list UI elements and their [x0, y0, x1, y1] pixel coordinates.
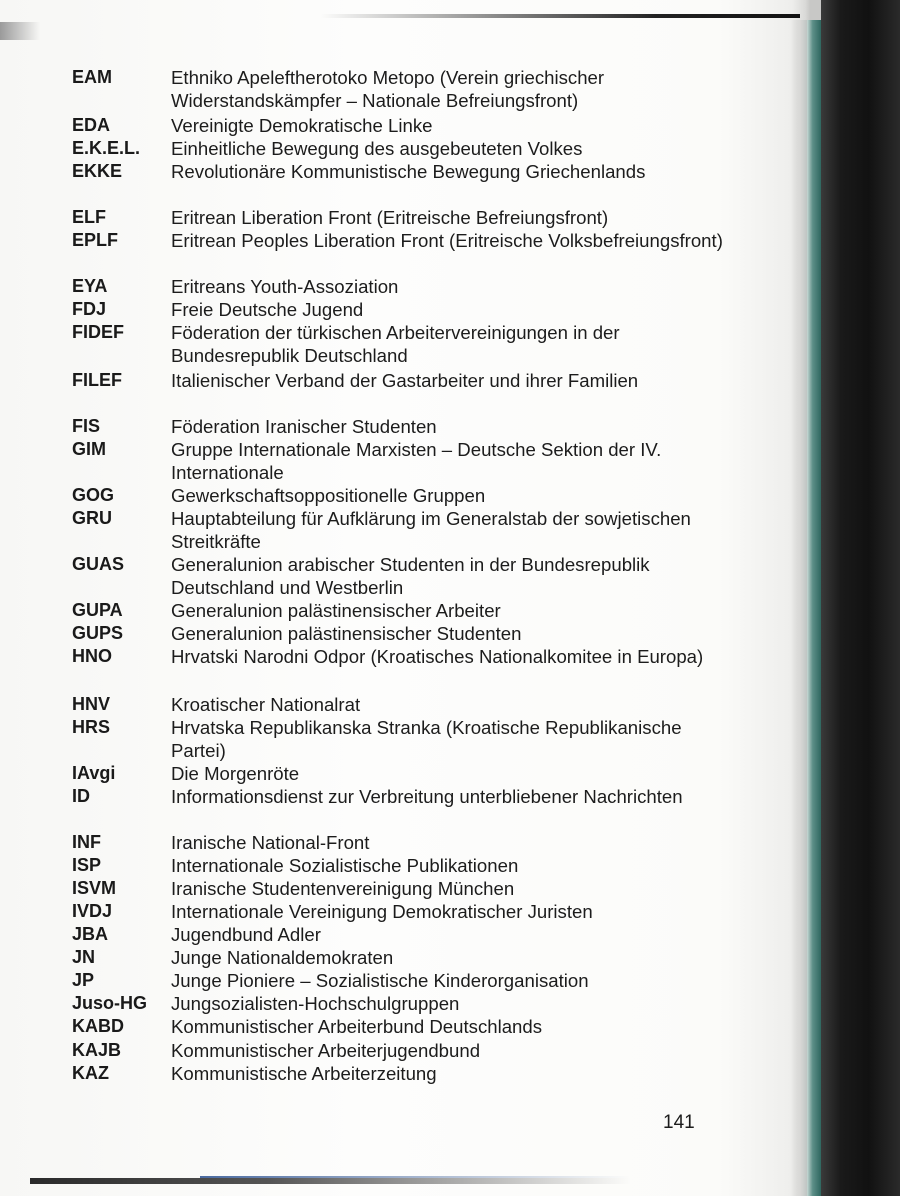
abbreviation-term: IAvgi [72, 763, 116, 783]
abbreviation-term: GIM [72, 439, 106, 459]
abbreviation-expansion: Iranische Studentenvereinigung München [171, 878, 515, 899]
abbreviation-expansion: Eritreans Youth-Assoziation [171, 276, 399, 297]
abbreviation-term: KAZ [72, 1063, 109, 1083]
book-cover-edge [807, 20, 821, 1196]
abbreviation-term: HNO [72, 646, 112, 666]
abbreviation-term: INF [72, 832, 101, 852]
abbreviation-expansion: Gewerkschaftsoppositionelle Gruppen [171, 485, 486, 506]
abbreviation-expansion: Jungsozialisten-Hochschulgruppen [171, 993, 460, 1014]
abbreviation-expansion: Die Morgenröte [171, 763, 300, 784]
abbreviation-expansion: Eritrean Liberation Front (Eritreische Befreiungsfront) [171, 207, 609, 228]
abbreviation-expansion: Ethniko Apeleftherotoko Metopo (Verein griechischer Widerstandskämpfer – Nationale Befreiungsfront) [171, 67, 605, 111]
abbreviation-expansion: Hrvatski Narodni Odpor (Kroatisches Nationalkomitee in Europa) [171, 646, 704, 667]
abbreviation-term: ID [72, 786, 90, 806]
abbreviation-expansion: Gruppe Internationale Marxisten – Deutsche Sektion der IV. Internationale [171, 439, 662, 483]
abbreviation-term: ELF [72, 207, 106, 227]
abbreviation-term: E.K.E.L. [72, 138, 141, 158]
abbreviation-term: KAJB [72, 1040, 122, 1060]
abbreviation-expansion: Revolutionäre Kommunistische Bewegung Griechenlands [171, 161, 646, 182]
abbreviation-term: EPLF [72, 230, 119, 250]
abbreviation-expansion: Einheitliche Bewegung des ausgebeuteten Volkes [171, 138, 583, 159]
abbreviation-term: GUPS [72, 623, 124, 643]
abbreviation-expansion: Föderation der türkischen Arbeitervereinigungen in der Bundesrepublik Deutschland [171, 322, 620, 366]
abbreviation-expansion: Jugendbund Adler [171, 924, 321, 945]
abbreviation-term: EDA [72, 115, 111, 135]
abbreviation-term: EKKE [72, 161, 123, 181]
abbreviation-expansion: Internationale Sozialistische Publikationen [171, 855, 519, 876]
abbreviation-expansion: Kommunistischer Arbeiterjugendbund [171, 1040, 481, 1061]
abbreviation-term: ISP [72, 855, 102, 875]
abbreviation-term: FILEF [72, 370, 122, 390]
abbreviation-expansion: Generalunion palästinensischer Arbeiter [171, 600, 501, 621]
abbreviation-expansion: Kroatischer Nationalrat [171, 694, 361, 715]
abbreviation-expansion: Freie Deutsche Jugend [171, 299, 364, 320]
abbreviation-term: GUAS [72, 554, 125, 574]
abbreviation-term: GRU [72, 508, 112, 528]
abbreviation-term: JBA [72, 924, 109, 944]
abbreviation-expansion: Junge Pioniere – Sozialistische Kinderorganisation [171, 970, 589, 991]
abbreviation-term: HRS [72, 717, 111, 737]
abbreviation-expansion: Hauptabteilung für Aufklärung im Generalstab der sowjetischen Streitkräfte [171, 508, 691, 552]
abbreviation-term: FIS [72, 416, 101, 436]
abbreviation-term: FDJ [72, 299, 107, 319]
abbreviation-term: JN [72, 947, 96, 967]
abbreviation-term: KABD [72, 1016, 124, 1036]
abbreviation-term: IVDJ [72, 901, 113, 921]
abbreviation-term: FIDEF [72, 322, 124, 342]
abbreviation-term: HNV [72, 694, 111, 714]
abbreviation-term: EYA [72, 276, 108, 296]
abbreviation-expansion: Iranische National-Front [171, 832, 370, 853]
abbreviation-expansion: Hrvatska Republikanska Stranka (Kroatische Republikanische Partei) [171, 717, 682, 761]
abbreviation-term: JP [72, 970, 95, 990]
abbreviation-expansion: Internationale Vereinigung Demokratischer Juristen [171, 901, 593, 922]
abbreviation-term: GUPA [72, 600, 123, 620]
abbreviation-expansion: Generalunion arabischer Studenten in der Bundesrepublik Deutschland und Westberlin [171, 554, 650, 598]
abbreviation-expansion: Italienischer Verband der Gastarbeiter und ihrer Familien [171, 370, 639, 391]
abbreviation-expansion: Informationsdienst zur Verbreitung unterbliebener Nachrichten [171, 786, 683, 807]
abbreviation-expansion: Junge Nationaldemokraten [171, 947, 394, 968]
abbreviation-term: EAM [72, 67, 112, 87]
abbreviation-expansion: Generalunion palästinensischer Studenten [171, 623, 522, 644]
book-spine-dark [821, 0, 900, 1196]
abbreviation-expansion: Kommunistische Arbeiterzeitung [171, 1063, 437, 1084]
abbreviation-expansion: Föderation Iranischer Studenten [171, 416, 437, 437]
abbreviation-expansion: Eritrean Peoples Liberation Front (Eritreische Volksbefreiungsfront) [171, 230, 723, 251]
abbreviation-term: Juso-HG [72, 993, 148, 1013]
abbreviation-term: GOG [72, 485, 115, 505]
abbreviation-term: ISVM [72, 878, 117, 898]
page-number: 141 [663, 1112, 695, 1133]
abbreviation-expansion: Vereinigte Demokratische Linke [171, 115, 433, 136]
abbreviation-expansion: Kommunistischer Arbeiterbund Deutschlands [171, 1016, 543, 1037]
